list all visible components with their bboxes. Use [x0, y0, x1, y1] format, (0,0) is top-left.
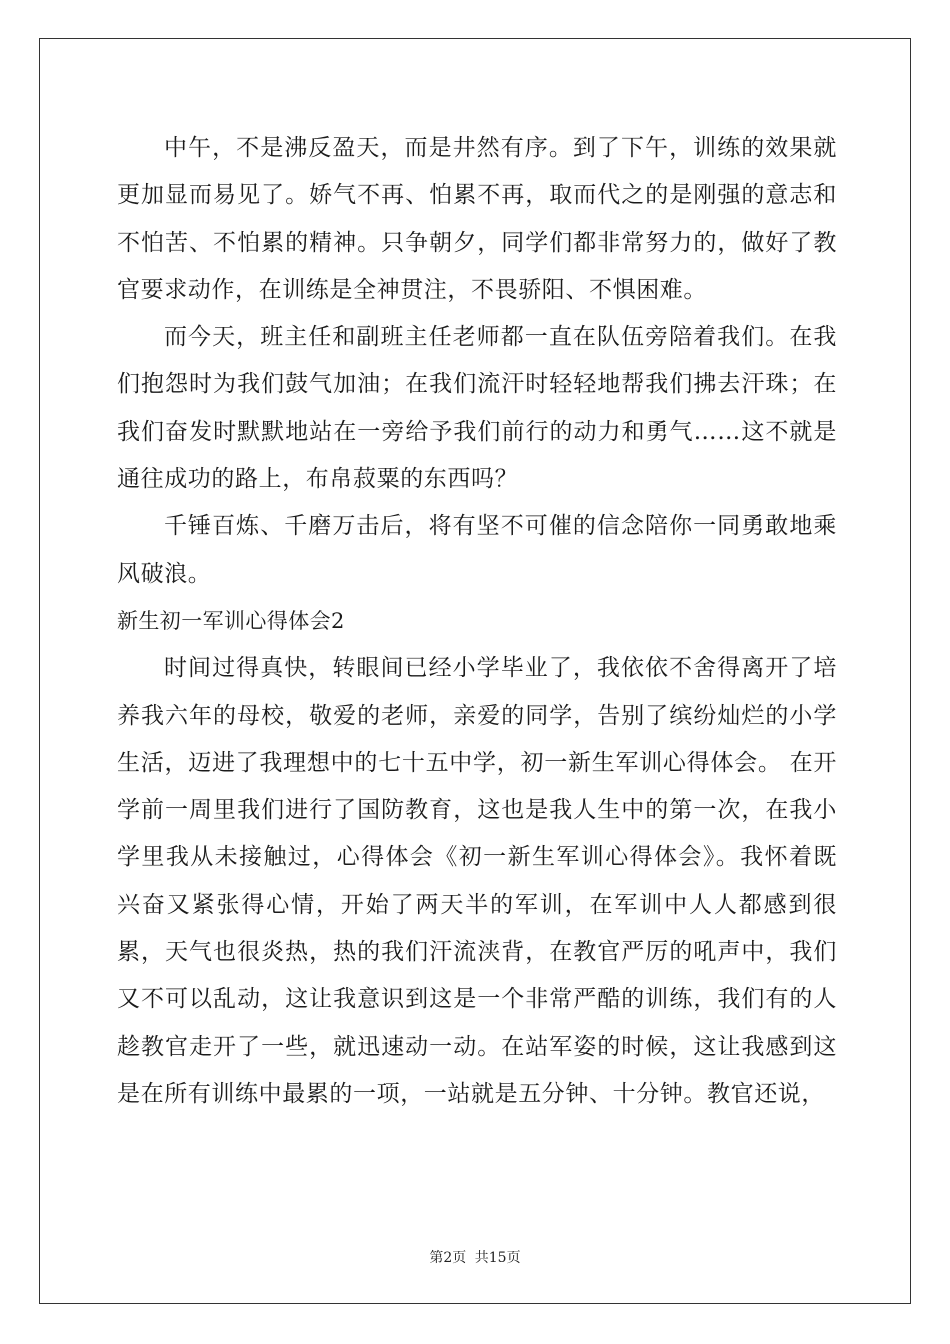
section-title: 新生初一军训心得体会2 — [117, 608, 345, 633]
paragraph: 时间过得真快，转眼间已经小学毕业了，我依依不舍得离开了培养我六年的母校，敬爱的老师，亲爱的同学，告别了缤纷灿烂的小学生活，迈进了我理想中的七十五中学，初一新生军训心得体会。 在开学前一周里我们进行了国防教育，这也是我人生中的第一次，在我小学里我从未接触过，心得体会《初一新生军训心得体会》。我怀着既兴奋又紧张得心情，开始了两天半的军训，在军训中人人都感到很累，天气也很炎热，热的我们汗流浃背，在教官严厉的吼声中，我们又不可以乱动，这让我意识到这是一个非常严酷的训练，我们有的人趁教官走开了一些，就迅速动一动。在站军姿的时候，这让我感到这是在所有训练中最累的一项，一站就是五分钟、十分钟。教官还说， — [117, 655, 837, 1107]
paragraph: 千锤百炼、千磨万击后，将有坚不可催的信念陪你一同勇敢地乘风破浪。 — [117, 513, 837, 587]
document-body — [117, 125, 837, 1118]
page-number: 第2页 — [429, 1250, 467, 1266]
paragraph: 而今天，班主任和副班主任老师都一直在队伍旁陪着我们。在我们抱怨时为我们鼓气加油；在我们流汗时轻轻地帮我们拂去汗珠；在我们奋发时默默地站在一旁给予我们前行的动力和勇气……这不就是通往成功的路上，布帛菽粟的东西吗？ — [117, 324, 837, 493]
page-footer — [0, 1247, 950, 1267]
total-pages: 共15页 — [474, 1250, 521, 1266]
paragraph: 中午，不是沸反盈天，而是井然有序。到了下午，训练的效果就更加显而易见了。娇气不再、怕累不再，取而代之的是刚强的意志和不怕苦、不怕累的精神。只争朝夕，同学们都非常努力的，做好了教官要求动作，在训练是全神贯注，不畏骄阳、不惧困难。 — [117, 135, 837, 303]
